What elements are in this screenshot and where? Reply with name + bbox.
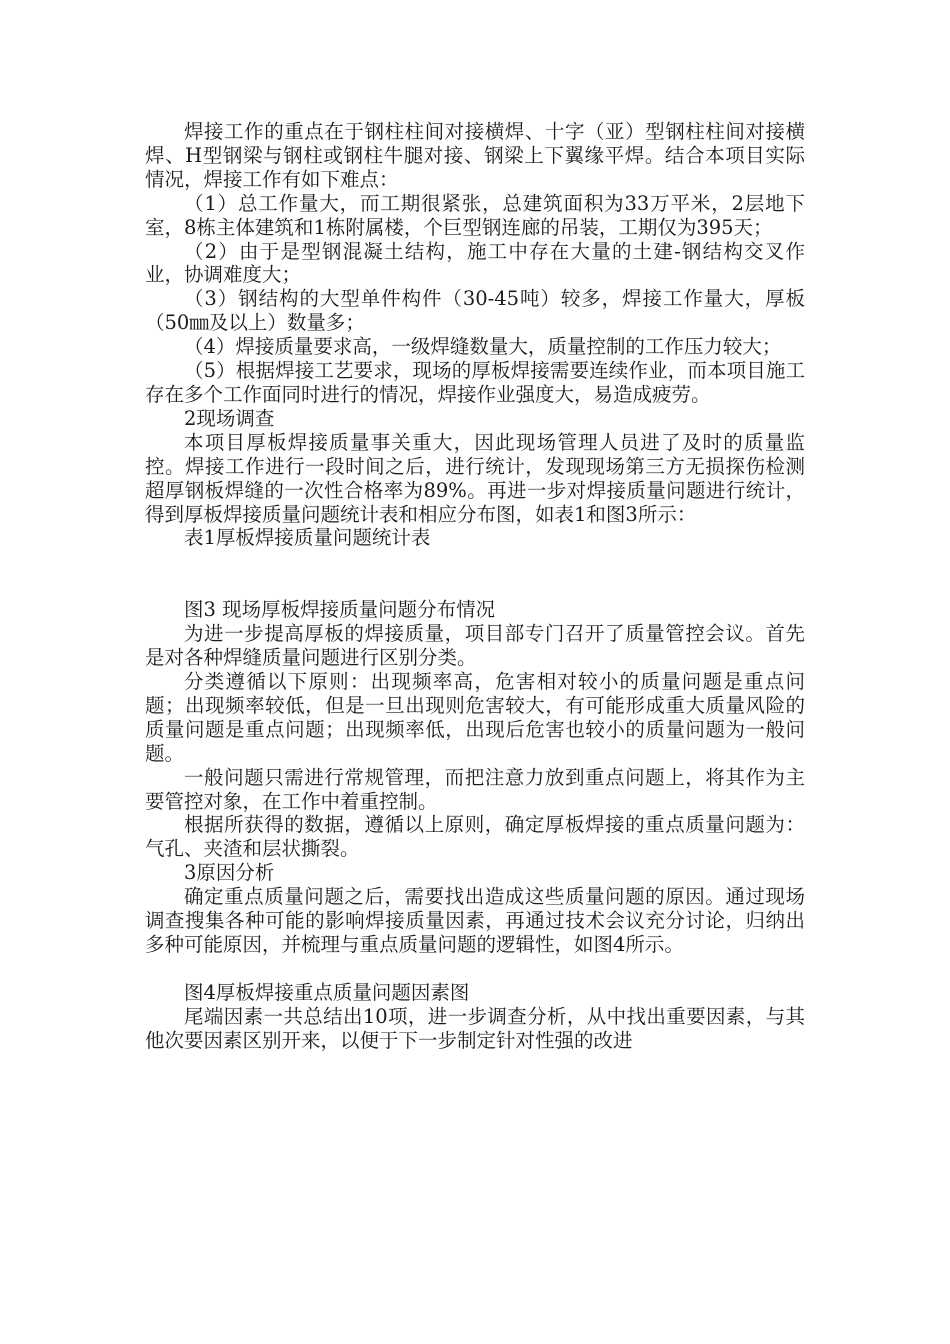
difficulty-item-2: （2）由于是型钢混凝土结构，施工中存在大量的土建-钢结构交叉作业，协调难度大； <box>145 239 805 287</box>
paragraph-cause-analysis: 确定重点质量问题之后，需要找出造成这些质量问题的原因。通过现场调查搜集各种可能的影响焊接质量因素，再通过技术会议充分讨论，归纳出多种可能原因，并梳理与重点质量问题的逻辑性，如图4所示。 <box>145 885 805 956</box>
paragraph-classification-principles: 分类遵循以下原则：出现频率高，危害相对较小的质量问题是重点问题；出现频率较低，但是一旦出现则危害较大，有可能形成重大质量风险的质量问题是重点问题；出现频率低，出现后危害也较小的质量问题为一般问题。 <box>145 670 805 765</box>
difficulty-item-5: （5）根据焊接工艺要求，现场的厚板焊接需要连续作业，而本项目施工存在多个工作面同时进行的情况，焊接作业强度大，易造成疲劳。 <box>145 359 805 406</box>
figure-4-placeholder <box>145 957 805 981</box>
paragraph-quality-monitoring: 本项目厚板焊接质量事关重大，因此现场管理人员进了及时的质量监控。焊接工作进行一段时间之后，进行统计，发现现场第三方无损探伤检测超厚钢板焊缝的一次性合格率为89%。再进一步对焊接质量问题进行统计，得到厚板焊接质量问题统计表和相应分布图，如表1和图3所示： <box>145 430 805 526</box>
paragraph-end-factors: 尾端因素一共总结出10项，进一步调查分析，从中找出重要因素，与其他次要因素区别开来，以便于下一步制定针对性强的改进 <box>145 1004 805 1052</box>
paragraph-key-problems: 根据所获得的数据，遵循以上原则，确定厚板焊接的重点质量问题为：气孔、夹渣和层状撕裂。 <box>145 813 805 861</box>
paragraph-general-problems: 一般问题只需进行常规管理，而把注意力放到重点问题上，将其作为主要管控对象，在工作中着重控制。 <box>145 765 805 813</box>
section-heading-cause-analysis: 3原因分析 <box>184 861 275 885</box>
difficulty-item-4: （4）焊接质量要求高，一级焊缝数量大，质量控制的工作压力较大； <box>184 335 782 359</box>
table-1-caption: 表1厚板焊接质量问题统计表 <box>184 526 431 550</box>
difficulty-item-1: （1）总工作量大，而工期很紧张，总建筑面积为33万平米，2层地下室，8栋主体建筑和1栋附属楼，个巨型钢连廊的吊装，工期仅为395天； <box>145 191 805 239</box>
difficulty-item-3: （3）钢结构的大型单件构件（30-45吨）较多，焊接工作量大，厚板（50㎜及以上）数量多； <box>145 287 805 335</box>
table-1-placeholder <box>145 550 805 598</box>
paragraph-welding-focus: 焊接工作的重点在于钢柱柱间对接横焊、十字（亚）型钢柱柱间对接横焊、H型钢梁与钢柱或钢柱牛腿对接、钢梁上下翼缘平焊。结合本项目实际情况，焊接工作有如下难点： <box>145 120 805 191</box>
section-heading-site-survey: 2现场调查 <box>184 406 275 430</box>
figure-4-caption: 图4厚板焊接重点质量问题因素图 <box>184 980 470 1004</box>
paragraph-quality-meeting: 为进一步提高厚板的焊接质量，项目部专门召开了质量管控会议。首先是对各种焊缝质量问题进行区别分类。 <box>145 622 805 670</box>
document-body <box>145 120 805 1053</box>
figure-3-caption: 图3 现场厚板焊接质量问题分布情况 <box>184 598 496 622</box>
